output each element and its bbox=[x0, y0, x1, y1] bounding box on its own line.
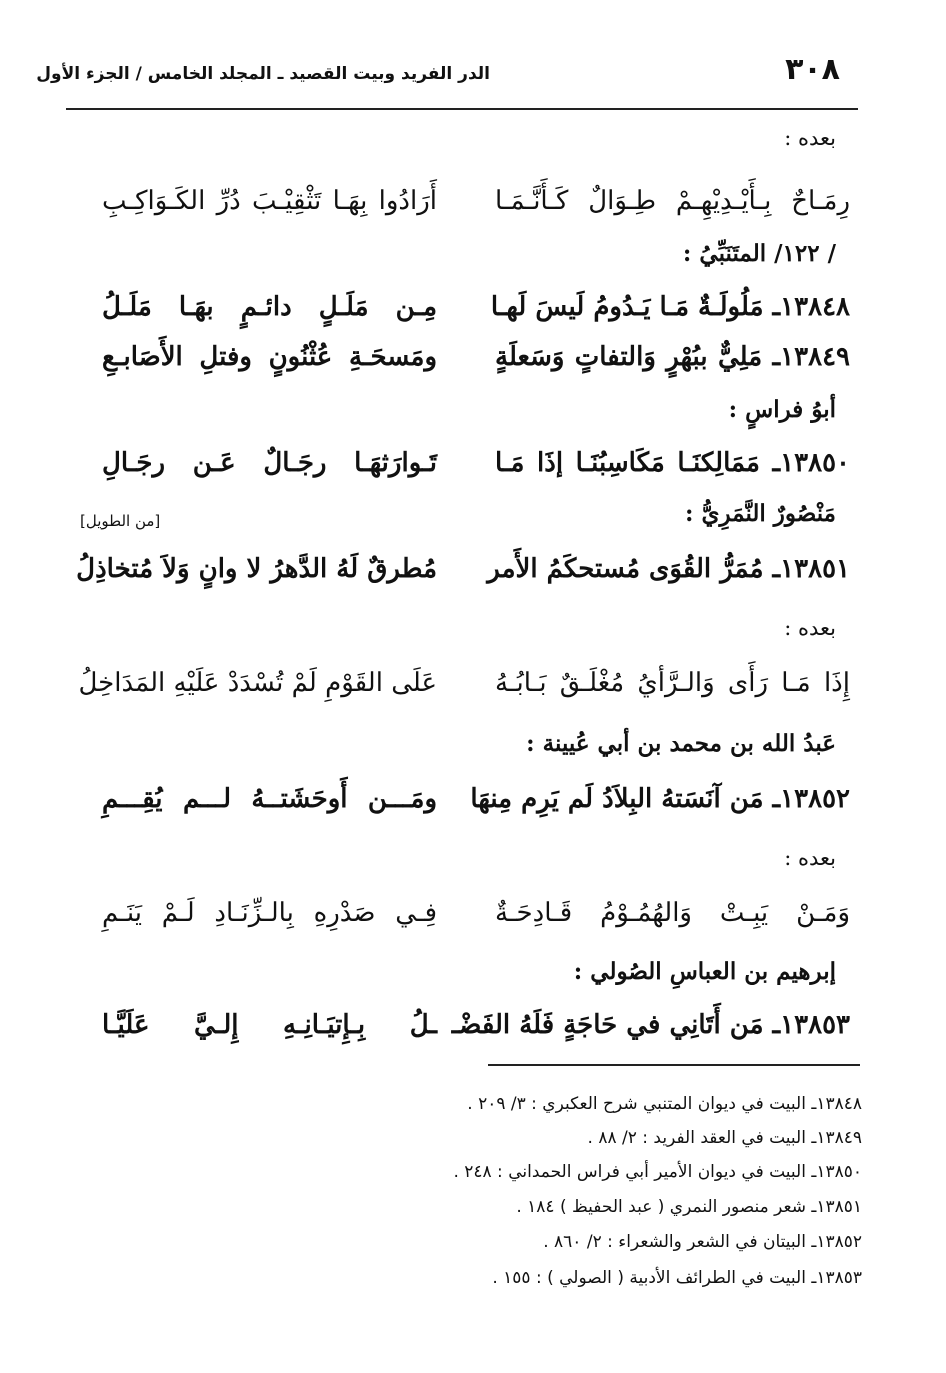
verse-first-hemistich: إِذَا مَـا رَأَى وَالـرَّأيُ مُغْلَـقٌ بَـابُـهُ bbox=[495, 668, 850, 698]
poet-name: / ١٢٢/ المتَنَبِّيُ : bbox=[682, 240, 836, 267]
verse-first-hemistich: ١٣٨٥٢ـ مَن آنَسَتهُ البِلاَدُ لَم يَرِم مِنهَا bbox=[470, 784, 850, 814]
verse-line-13853 bbox=[90, 1010, 850, 1066]
verse-line-13849 bbox=[90, 342, 850, 398]
footnote: ١٣٨٥٣ـ البيت في الطرائف الأدبية ( الصولي ) : ١٥٥ . bbox=[492, 1268, 862, 1288]
verse-second-hemistich: تَـوارَثهَـا رجَـالٌ عَـن رجَـالِ bbox=[102, 448, 437, 478]
footnote: ١٣٨٤٩ـ البيت في العقد الفريد : ٢/ ٨٨ . bbox=[587, 1128, 862, 1148]
verse-line bbox=[90, 898, 850, 954]
verse-second-hemistich: مُطرقٌ لَهُ الدَّهرُ لا وانٍ وَلاَ مُتخاذِلُ bbox=[76, 554, 437, 584]
footnote: ١٣٨٥١ـ شعر منصور النمري ( عبد الحفيظ ) ١٨٤ . bbox=[516, 1197, 862, 1217]
meter-label: [من الطويل] bbox=[80, 512, 161, 530]
section-label-after: بعده : bbox=[784, 616, 836, 640]
verse-second-hemistich: فِـي صَدْرِهِ بِالـزِّنَـادِ لَـمْ يَنَـمِ bbox=[102, 898, 437, 928]
verse-first-hemistich: رِمَـاحٌ بِـأَيْـدِيْهِـمْ طِـوَالٌ كَـأَنَّـمَـا bbox=[495, 186, 850, 216]
verse-first-hemistich: ١٣٨٥٠ـ مَمَالِكنَـا مَكَاسِبُنَـا إذَا مَـا bbox=[495, 448, 850, 478]
verse-line bbox=[78, 668, 850, 724]
poet-name: أبوُ فراسٍ : bbox=[728, 396, 836, 423]
verse-second-hemistich: ـلُ بِـإِتيَـانِـهِ إِلـيَّ عَلَيَّـا bbox=[102, 1010, 437, 1040]
verse-line-13851 bbox=[76, 554, 850, 610]
poet-name: مَنْصُورٌ النَّمَرِيُّ : bbox=[684, 500, 836, 527]
verse-second-hemistich: ومَـــن أَوحَشَتــهُ لـــم يُقِـــمِ bbox=[102, 784, 437, 814]
section-label-after: بعده : bbox=[784, 126, 836, 150]
verse-first-hemistich: ١٣٨٤٨ـ مَلُولَـةٌ مَـا يَـدُومُ لَيسَ لَهـا bbox=[490, 292, 850, 322]
header-divider bbox=[66, 108, 858, 110]
footnote: ١٣٨٤٨ـ البيت في ديوان المتنبي شرح العكبري : ٣/ ٢٠٩ . bbox=[467, 1094, 862, 1114]
verse-first-hemistich: ١٣٨٥٣ـ مَن أَتَانِي في حَاجَةٍ فَلَهُ الفَضْـ bbox=[451, 1010, 850, 1040]
verse-line-13852 bbox=[90, 784, 850, 840]
running-header-title: الدر الفريد وبيت القصيد ـ المجلد الخامس / الجزء الأول bbox=[36, 64, 490, 84]
verse-first-hemistich: وَمَـنْ يَبِـتْ وَالهُمُـوْمُ قَـادِحَـةٌ bbox=[495, 898, 850, 928]
verse-second-hemistich: أَرَادُوا بِهَـا تَثْقِيْـبَ دُرِّ الكَـوَاكِـبِ bbox=[102, 186, 437, 216]
verse-second-hemistich: مِـن مَلَـلٍ دائـمٍ بهَـا مَلَـلُ bbox=[102, 292, 437, 322]
verse-line-13850 bbox=[90, 448, 850, 504]
footnote: ١٣٨٥٠ـ البيت في ديوان الأمير أبي فراس الحمداني : ٢٤٨ . bbox=[453, 1162, 862, 1182]
verse-first-hemistich: ١٣٨٤٩ـ مَلِيٌّ ببُهْرٍ وَالتفاتٍ وَسَعلَةٍ bbox=[495, 342, 850, 372]
poet-name: إبرهيم بن العباسِ الصُولي : bbox=[573, 958, 836, 985]
verse-second-hemistich: ومَسحَـةِ عُثْنُونٍ وفتلِ الأَصَابـعِ bbox=[102, 342, 437, 372]
verse-line-13848 bbox=[90, 292, 850, 348]
verse-second-hemistich: عَلَى القَوْمِ لَمْ تُسْدَدْ عَلَيْهِ المَدَاخِلُ bbox=[78, 668, 437, 698]
section-label-after: بعده : bbox=[784, 846, 836, 870]
page-number: ٣٠٨ bbox=[785, 52, 840, 87]
verse-line bbox=[90, 186, 850, 242]
verse-first-hemistich: ١٣٨٥١ـ مُمَرُّ القُوَى مُستحكَمُ الأَمر bbox=[487, 554, 850, 584]
poet-name: عَبدُ الله بن محمد بن أبي عُيينة : bbox=[526, 730, 836, 757]
footnote-divider bbox=[488, 1064, 860, 1066]
footnote: ١٣٨٥٢ـ البيتان في الشعر والشعراء : ٢/ ٨٦٠ . bbox=[543, 1232, 862, 1252]
